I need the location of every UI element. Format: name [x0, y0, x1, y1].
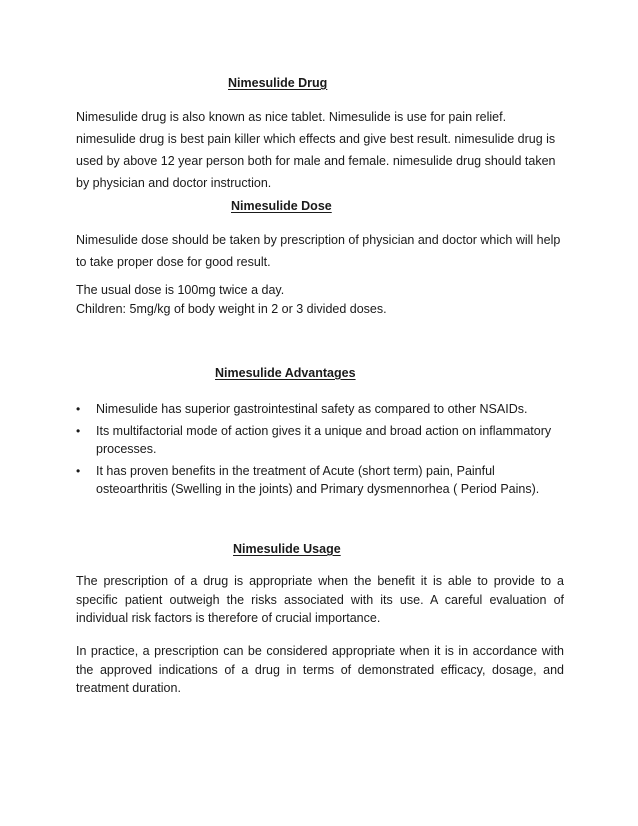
- heading-nimesulide-usage: Nimesulide Usage: [233, 542, 341, 556]
- bullet-icon: •: [76, 423, 81, 438]
- list-item-text: It has proven benefits in the treatment of Acute (short term) pain, Painful osteoarthritis (Swelling in the joints) and Primary dysmennorhea ( Period Pains).: [96, 463, 540, 496]
- document-page: [76, 0, 564, 826]
- list-item: [76, 462, 564, 499]
- heading-nimesulide-advantages: Nimesulide Advantages: [215, 366, 356, 380]
- bullet-icon: •: [76, 402, 81, 416]
- paragraph-drug-description: Nimesulide drug is also known as nice tablet. Nimesulide is use for pain relief. nimesulide drug is best pain killer which effects and give best result. nimesulide drug is used by above 12 year person both for male and female. nimesulide drug should taken by physician and doctor instruction.: [76, 110, 556, 190]
- bullet-icon: •: [76, 463, 81, 478]
- list-item-text: Nimesulide has superior gastrointestinal safety as compared to other NSAIDs.: [96, 402, 528, 416]
- paragraph-usage-1: The prescription of a drug is appropriate when the benefit it is able to provide to a specific patient outweigh the risks associated with its use. A careful evaluation of individual risk factors is therefore of crucial importance.: [76, 574, 564, 625]
- list-item: [76, 422, 564, 459]
- paragraph-usage-2: In practice, a prescription can be considered appropriate when it is in accordance with the approved indications of a drug in terms of demonstrated efficacy, dosage, and treatment duration.: [76, 644, 564, 695]
- advantages-list: [76, 400, 564, 502]
- list-item: [76, 400, 564, 419]
- paragraph-children-dose: Children: 5mg/kg of body weight in 2 or 3 divided doses.: [76, 302, 387, 316]
- heading-nimesulide-drug: Nimesulide Drug: [228, 76, 328, 90]
- heading-nimesulide-dose: Nimesulide Dose: [231, 199, 332, 213]
- paragraph-dose-description: Nimesulide dose should be taken by prescription of physician and doctor which will help to take proper dose for good result.: [76, 233, 561, 269]
- paragraph-usual-dose: The usual dose is 100mg twice a day.: [76, 283, 285, 297]
- list-item-text: Its multifactorial mode of action gives it a unique and broad action on inflammatory processes.: [96, 423, 552, 456]
